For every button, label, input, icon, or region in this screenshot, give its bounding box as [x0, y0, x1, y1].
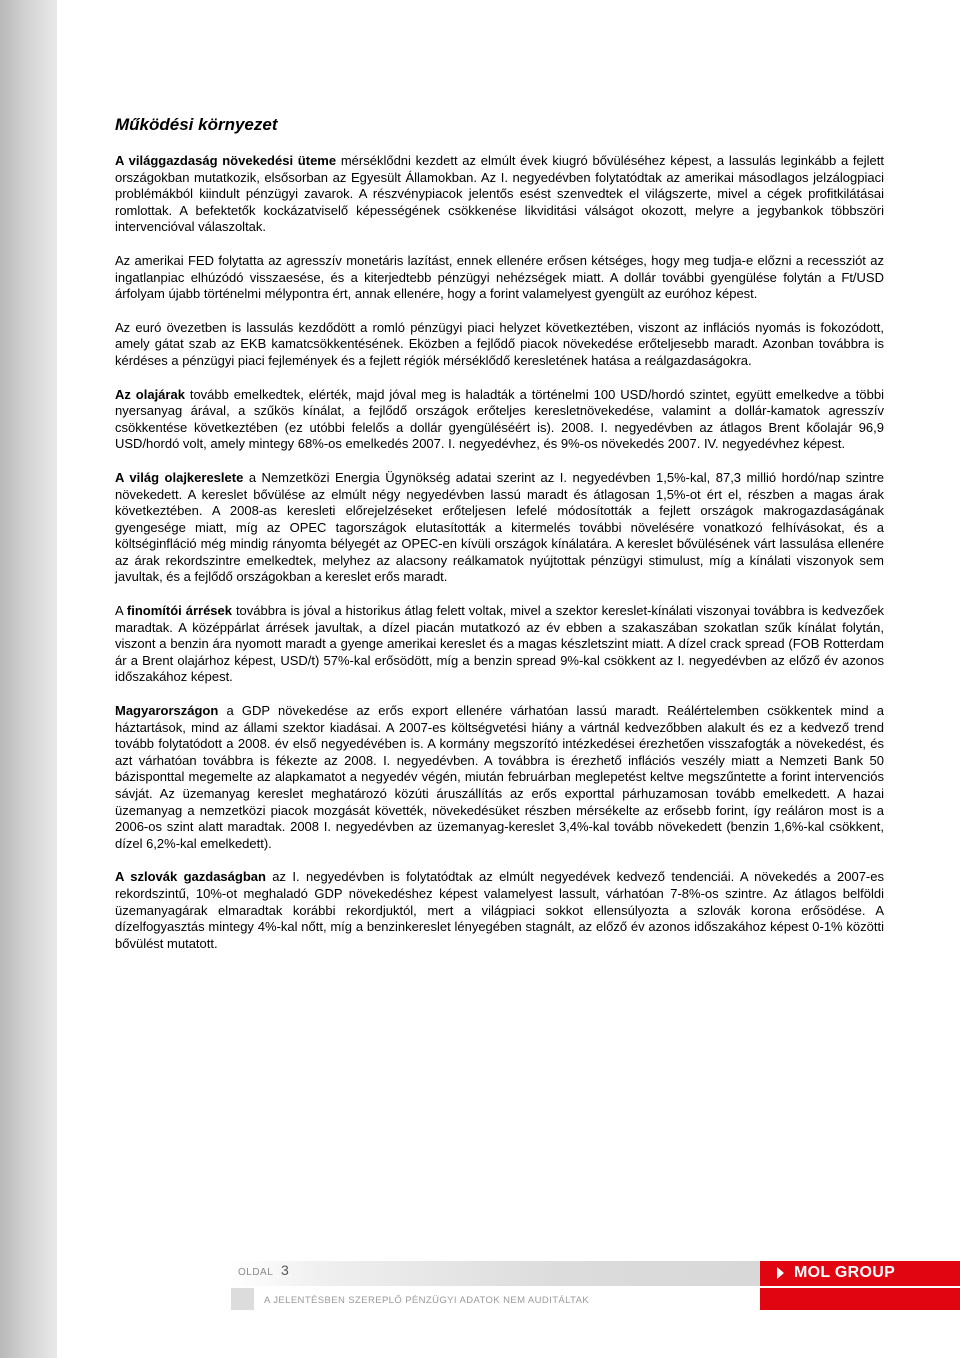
paragraph-text: az I. negyedévben is folytatódtak az elmúlt negyedévek kedvező tendenciái. A növekedés a 2007-es rekordszintű, 10%-ot meghaladó GDP növekedéshez képest valamelyest lassult, várhatóan 7-8%-os szintre. Az átlagos belföldi üzemanyagárak elmaradtak korábbi rekordjuktól, mert a világpiaci sokkot ellensúlyozta a szlovák korona erősödése. A dízelfogyasztás mintegy 4%-kal nőtt, míg a benzinkereslet lényegében stagnált, az előző év azonos időszakához képest 0-1% közötti bővülést mutatott.	[115, 869, 884, 951]
paragraph-text: Az euró övezetben is lassulás kezdődött a romló pénzügyi piaci helyzet következtében, viszont az inflációs nyomás is fokozódott, amely gátat szab az EKB kamatcsökkentésének. Eközben a fejlődő piacok növekedése erőteljesebb maradt. Azonban továbbra is kérdéses a pénzügyi piaci fejlemények és a fejlett régiók mérséklődő keresletének hatása a reálgazdaságokra.	[115, 319, 884, 368]
paragraph-eurozone	[115, 320, 884, 370]
paragraph-lead: Az olajárak	[115, 386, 185, 402]
paragraph-text: a Nemzetközi Energia Ügynökség adatai szerint az I. negyedévben 1,5%-kal, 87,3 millió hordó/nap szintre növekedett. A kereslet bővülése az elmúlt négy negyedévben lassú maradt és átlagosan 1,5%-ot ért el, részben a magas árak következtében. A 2008-as keresleti előrejelzéseket erőteljesen lefelé módosították a fejlett országok makrogazdaságának gyengesége miatt, míg az OPEC tagországok elutasították a kitermelés további növelésére vonatkozó felhívásokat, és a költséginfláció még mindig rányomta bélyegét az OPEC-en kívüli országok kínálatára. A kereslet bővülésének várt lassulása ellenére az árak rekordszintre emelkedtek, melyhez az alacsony reálkamatok nyújtottak pénzügyi stimulust, míg a kínálati viszonyok sem javultak, és a fejlődő országokban a kereslet erős maradt.	[115, 469, 884, 585]
page-number: 3	[281, 1262, 289, 1278]
paragraph-world-economy	[115, 153, 884, 236]
footer-gray-block	[231, 1288, 254, 1310]
arrow-right-icon	[777, 1267, 784, 1279]
footer-disclaimer: A JELENTÉSBEN SZEREPLŐ PÉNZÜGYI ADATOK NEM AUDITÁLTAK	[264, 1295, 590, 1306]
brand-logo-text: MOL GROUP	[794, 1264, 896, 1281]
paragraph-text: A	[115, 603, 127, 619]
paragraph-lead: A szlovák gazdaságban	[115, 869, 266, 885]
paragraph-text: mérséklődni kezdett az elmúlt évek kiugró bővüléséhez képest, a lassulás leginkább a fejlett országokban mutatkozik, elsősorban az Egyesült Államokban. Az I. negyedévben folytatódtak az amerikai másodlagos jelzálogpiaci problémákból kiindult pénzügyi zavarok. A részvénypiacok jelentős esést szenvedtek el világszerte, mivel a cégek profitkilátásai romlottak. A befektetők kockázatviselő képességének csökkenése likviditási válságot okozott, melyre a jegybankok többszöri intervencióval válaszoltak.	[115, 153, 884, 235]
paragraph-lead: A világ olajkereslete	[115, 469, 244, 485]
paragraph-lead: A világgazdaság növekedési üteme	[115, 153, 337, 168]
paragraph-oil-demand	[115, 470, 884, 586]
paragraph-refining-margins	[115, 603, 884, 686]
paragraph-oil-prices	[115, 387, 884, 453]
footer-red-block	[760, 1288, 960, 1310]
paragraph-text: Az amerikai FED folytatta az agresszív monetáris lazítást, ennek ellenére erősen kétséges, hogy meg tudja-e előzni a recessziót az ingatlanpiac elhúzódó visszaesése, és a kiterjedtebb pénzügyi nehézségek miatt. A dollár további gyengülése folytán a Ft/USD árfolyam újabb történelmi mélypontra ért, annak ellenére, hogy a forint valamelyest gyengült az euróhoz képest.	[115, 252, 884, 302]
document-body	[115, 153, 884, 969]
side-strip	[0, 0, 57, 1358]
paragraph-text: tovább emelkedtek, elérték, majd jóval meg is haladták a történelmi 100 USD/hordó szintet, együtt emelkedve a többi nyersanyag árával, a szűkös kínálat, a fejlődő országok erőteljes keresletnövekedése, valamint a dollár-kamatok agresszív csökkentése következtében (ez utóbbi felelős a dollár gyengüléséért is). 2008. I. negyedévben az átlagos Brent kőolajár 96,9 USD/hordó volt, amely mintegy 68%-os emelkedés 2007. I. negyedévhez, és 9%-os növekedés 2007. IV. negyedévhez képest.	[115, 386, 884, 452]
paragraph-fed	[115, 253, 884, 303]
page-label: OLDAL	[238, 1267, 274, 1278]
page-title: Működési környezet	[115, 115, 278, 134]
paragraph-lead: finomítói árrések	[126, 603, 232, 619]
paragraph-text: továbbra is jóval a historikus átlag felett voltak, mivel a szektor kereslet-kínálati viszonyai továbbra is kedvezőek maradtak. A középpárlat árrések javultak, a dízel piacán mutatkozó az év ebben a szakaszában szokatlan szűk kínálat folytán, viszont a benzin ára nyomott maradt a gyenge amerikai kereslet és a magas készletszint miatt. A dízel crack spread (FOB Rotterdam ár a Brent olajárhoz képest, USD/t) 57%-kal erősödött, míg a benzin spread 9%-kal csökkent az I. negyedévben az előző év azonos időszakához képest.	[115, 603, 884, 685]
paragraph-text: a GDP növekedése az erős export ellenére várhatóan lassú maradt. Reálértelemben csökkentek mind a háztartások, mind az állami szektor kiadásai. A 2007-es költségvetési hiány a vártnál kedvezőbben alakult és ez a kedvező trend tovább folytatódott a 2008. év első negyedévében is. A kormány megszorító intézkedései érezhetően visszafogták a növekedést, és azt várhatóan továbbra is fékezte az 2008. I. negyedévben. A továbbra is érezhető inflációs veszély miatt a Nemzeti Bank 50 bázisponttal megemelte az alapkamatot a negyedév végén, miután februárban meglepetést keltve megszűntette a forint intervenciós sávját. Az üzemanyag kereslet meghatározó közúti áruszállítás az erős exporttal párhuzamosan tovább emelkedett. A hazai üzemanyag a nemzetközi piacok mozgását követték, növekedésüket részben mérsékelte az erősebb forint, így reáláron most is a 2006-os szint alatt maradtak. 2008 I. negyedévben az üzemanyag-kereslet 3,4%-kal tovább növekedett (benzin 1,6%-kal csökkent, dízel 6,2%-kal emelkedett).	[115, 703, 884, 851]
paragraph-lead: Magyarországon	[115, 703, 219, 719]
paragraph-hungary	[115, 703, 884, 852]
paragraph-slovakia	[115, 869, 884, 952]
